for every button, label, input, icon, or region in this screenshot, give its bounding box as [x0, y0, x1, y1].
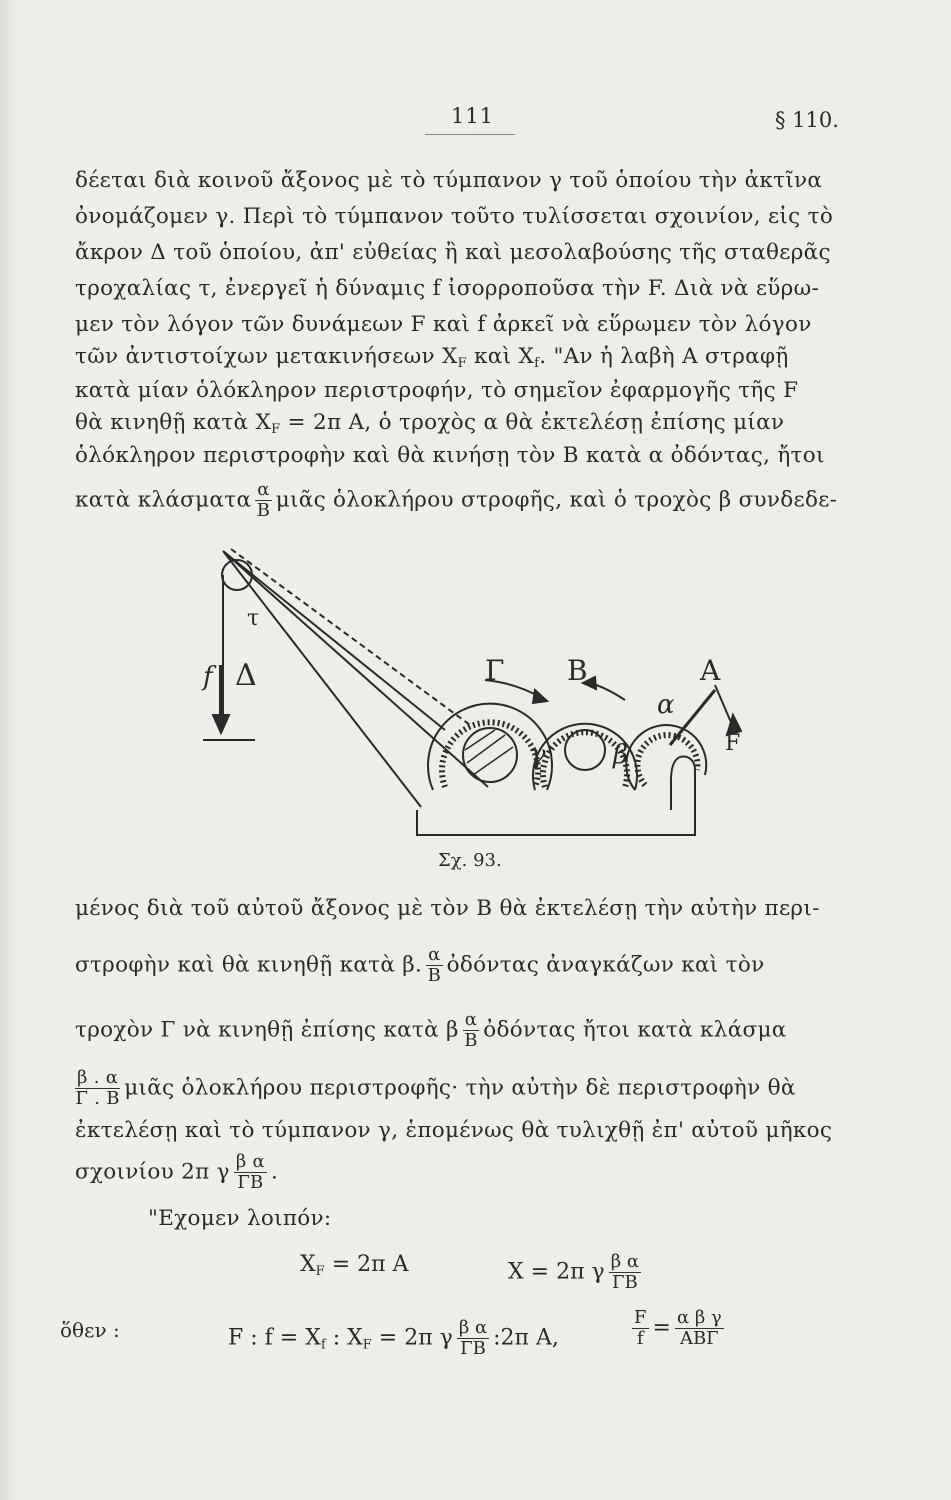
section-reference: § 110. — [775, 108, 839, 132]
text-line-14-b: μιᾶς ὁλοκλήρου περιστροφῆς· τὴν αὐτὴν δὲ περιστροφὴν θὰ — [124, 1075, 796, 1101]
subscript-F: F — [457, 356, 467, 371]
handle-A — [670, 690, 715, 745]
text-line-3: ἄκρον Δ τοῦ ὁποίου, ἀπ' εὐθείας ἢ καὶ μεσολαβούσης τῆς σταθερᾶς — [75, 240, 831, 265]
jib-line-inner — [223, 551, 488, 787]
text-line-11: μένος διὰ τοῦ αὐτοῦ ἄξονος μὲ τὸν Β θὰ ἐκτελέσῃ τὴν αὐτὴν περι- — [75, 896, 820, 921]
text-line-10-b: μιᾶς ὁλοκλήρου στροφῆς, καὶ ὁ τροχὸς β συνδεδε- — [275, 487, 838, 513]
text-line-8-a: θὰ κινηθῇ κατὰ X — [75, 410, 272, 435]
text-line-13 — [75, 1010, 875, 1051]
subscript-f: f — [534, 356, 540, 371]
label-Alpha: Α — [700, 654, 721, 687]
rope-dashed — [231, 549, 470, 725]
force-arrowhead-f — [213, 715, 229, 733]
fraction-beta-alpha-over-GammaB: $\frac{\text{β α}}{\Gamma B}$ — [235, 1151, 266, 1193]
label-beta-small: β — [613, 740, 629, 770]
label-Delta: Δ — [235, 658, 257, 693]
text-line-10 — [75, 480, 875, 521]
label-tau: τ — [247, 606, 260, 631]
arrowhead-Gamma — [533, 690, 547, 703]
text-line-8 — [75, 409, 875, 444]
text-line-16-a: σχοινίου 2π γ — [75, 1159, 230, 1185]
text-line-1: δέεται διὰ κοινοῦ ἄξονος μὲ τὸ τύμπανον γ τοῦ ὁποίου τὴν ἀκτῖνα — [75, 168, 823, 193]
text-line-15: ἐκτελέσῃ καὶ τὸ τύμπανον γ, ἑπομένως θὰ τυλιχθῇ ἐπ' αὐτοῦ μῆκος — [75, 1118, 833, 1143]
equation-XF: $X_F = 2\pi$ A — [300, 1252, 409, 1279]
equation-label-hothen: ὅθεν : — [60, 1318, 120, 1342]
text-line-4: τροχαλίας τ, ἐνεργεῖ ἡ δύναμις f ἰσορροποῦσα τὴν F. Διὰ νὰ εὕρω- — [75, 276, 820, 301]
label-Gamma: Γ — [485, 654, 505, 687]
text-line-13-b: ὀδόντας ἤτοι κατὰ κλάσμα — [483, 1017, 787, 1043]
text-line-10-a: κατὰ κλάσματα — [75, 487, 252, 513]
label-Beta: Β — [567, 654, 588, 687]
fraction-alpha-over-B: $\frac{\alpha}{B}$ — [256, 479, 271, 521]
hub-beta — [565, 730, 605, 770]
text-line-9: ὁλόκληρον περιστροφὴν καὶ θὰ κινήσῃ τὸν Β κατὰ α ὀδόντας, ἤτοι — [75, 443, 825, 468]
text-line-16-b: . — [271, 1159, 279, 1185]
text-line-17: "Εχομεν λοιπόν: — [148, 1206, 332, 1231]
fraction-alpha-over-B: $\frac{\alpha}{B}$ — [464, 1009, 478, 1051]
text-line-2: ὀνομάζομεν γ. Περὶ τὸ τύμπανον τοῦτο τυλίσσεται σχοινίον, εἰς τὸ — [75, 204, 834, 229]
text-line-6-b: καὶ X — [466, 344, 535, 369]
gear-alpha-teeth — [637, 735, 697, 785]
subscript-F: F — [271, 422, 281, 437]
fraction-beta-alpha-over-Gamma-B: $\frac{\beta . \alpha}{\Gamma . B}$ — [75, 1067, 120, 1109]
text-line-12 — [75, 945, 875, 986]
label-alpha-small: α — [657, 690, 675, 720]
text-line-8-b: = 2π A, ὁ τροχὸς α θὰ ἐκτελέσῃ ἐπίσης μίαν — [280, 410, 785, 435]
page-number-rule — [425, 134, 515, 135]
text-line-12-b: ὀδόντας ἀναγκάζων καὶ τὸν — [446, 952, 765, 978]
text-line-13-a: τροχὸν Γ νὰ κινηθῇ ἐπίσης κατὰ β — [75, 1017, 459, 1043]
text-line-7: κατὰ μίαν ὁλόκληρον περιστροφήν, τὸ σημεῖον ἐφαρμογῆς τῆς F — [75, 378, 799, 403]
equation-ratio: F : $f = X_f$ : $X_F = 2\pi$ γ $\frac{\text{β α}}{\Gamma B}$ :2π A, — [228, 1317, 559, 1359]
fraction-alpha-over-B: $\frac{\alpha}{B}$ — [427, 944, 442, 986]
equation-F-over-f: $\frac{F}{f}$ = $\frac{\text{α β γ}}{\text{ΑΒΓ}}$ — [634, 1307, 722, 1349]
figure-caption: Σχ. 93. — [438, 850, 502, 871]
text-line-5: μεν τὸν λόγον τῶν δυνάμεων F καὶ f ἀρκεῖ νὰ εὕρωμεν τὸν λόγον — [75, 312, 812, 337]
drum-hatch — [465, 730, 513, 775]
text-line-12-a: στροφὴν καὶ θὰ κινηθῇ κατὰ β. — [75, 952, 423, 978]
gear-Gamma-teeth — [442, 722, 538, 787]
label-f: f — [203, 662, 213, 692]
frame-base — [417, 757, 695, 835]
text-line-16 — [75, 1152, 875, 1193]
drum-gamma — [463, 728, 517, 782]
equation-X: X = 2π γ $\frac{\text{β α}}{\Gamma B}$ — [508, 1251, 639, 1293]
label-F: F — [725, 731, 741, 756]
jib-line-upper — [223, 551, 445, 730]
label-gamma-small: γ — [530, 740, 546, 770]
text-line-14 — [75, 1068, 875, 1109]
text-line-6-a: τῶν ἀντιστοίχων μετακινήσεων X — [75, 344, 458, 369]
crane-gear-figure — [195, 535, 755, 845]
page-number: 111 — [450, 104, 495, 128]
text-line-6-c: . "Αν ἡ λαβὴ Α στραφῇ — [539, 344, 789, 369]
text-line-6 — [75, 343, 875, 378]
